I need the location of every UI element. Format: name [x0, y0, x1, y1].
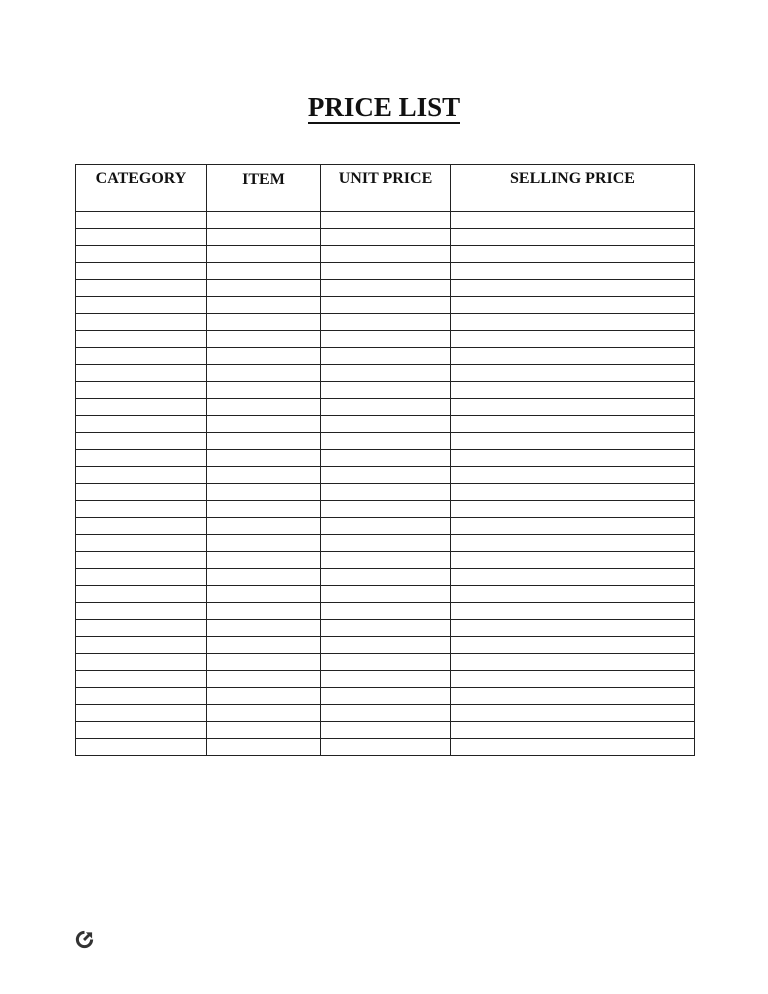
- table-cell-selling-price: [451, 416, 695, 433]
- price-list-table: [75, 164, 695, 756]
- table-cell-selling-price: [451, 229, 695, 246]
- table-cell-selling-price: [451, 603, 695, 620]
- table-cell-selling-price: [451, 450, 695, 467]
- table-cell-item: [207, 501, 321, 518]
- table-cell-unit-price: [321, 467, 451, 484]
- table-cell-category: [76, 586, 207, 603]
- table-cell-category: [76, 552, 207, 569]
- table-row: [76, 722, 695, 739]
- table-cell-item: [207, 348, 321, 365]
- table-cell-selling-price: [451, 552, 695, 569]
- table-cell-item: [207, 620, 321, 637]
- table-cell-selling-price: [451, 399, 695, 416]
- table-cell-item: [207, 518, 321, 535]
- table-cell-selling-price: [451, 348, 695, 365]
- table-cell-item: [207, 722, 321, 739]
- table-cell-category: [76, 416, 207, 433]
- table-cell-unit-price: [321, 518, 451, 535]
- table-cell-selling-price: [451, 620, 695, 637]
- table-cell-item: [207, 552, 321, 569]
- table-cell-item: [207, 399, 321, 416]
- table-cell-item: [207, 365, 321, 382]
- table-cell-item: [207, 637, 321, 654]
- table-row: [76, 518, 695, 535]
- table-cell-selling-price: [451, 637, 695, 654]
- table-cell-unit-price: [321, 688, 451, 705]
- table-row: [76, 382, 695, 399]
- table-cell-category: [76, 263, 207, 280]
- table-cell-item: [207, 705, 321, 722]
- table-cell-category: [76, 433, 207, 450]
- table-row: [76, 348, 695, 365]
- table-cell-category: [76, 484, 207, 501]
- table-cell-unit-price: [321, 586, 451, 603]
- table-row: [76, 433, 695, 450]
- table-row: [76, 586, 695, 603]
- table-cell-unit-price: [321, 212, 451, 229]
- table-cell-unit-price: [321, 722, 451, 739]
- table-cell-category: [76, 671, 207, 688]
- table-cell-category: [76, 722, 207, 739]
- table-cell-unit-price: [321, 263, 451, 280]
- table-cell-selling-price: [451, 671, 695, 688]
- brand-logo-icon: [75, 930, 94, 949]
- table-cell-category: [76, 569, 207, 586]
- table-cell-unit-price: [321, 348, 451, 365]
- table-cell-item: [207, 297, 321, 314]
- table-row: [76, 484, 695, 501]
- table-cell-item: [207, 212, 321, 229]
- table-row: [76, 229, 695, 246]
- table-cell-category: [76, 467, 207, 484]
- table-row: [76, 467, 695, 484]
- table-row: [76, 263, 695, 280]
- table-cell-selling-price: [451, 586, 695, 603]
- table-cell-unit-price: [321, 671, 451, 688]
- table-cell-selling-price: [451, 722, 695, 739]
- table-cell-category: [76, 535, 207, 552]
- table-cell-item: [207, 603, 321, 620]
- table-cell-category: [76, 739, 207, 756]
- table-cell-selling-price: [451, 246, 695, 263]
- table-cell-unit-price: [321, 433, 451, 450]
- table-row: [76, 569, 695, 586]
- table-cell-unit-price: [321, 620, 451, 637]
- table-cell-item: [207, 433, 321, 450]
- table-row: [76, 314, 695, 331]
- table-row: [76, 637, 695, 654]
- table-cell-item: [207, 535, 321, 552]
- table-row: [76, 212, 695, 229]
- table-cell-item: [207, 671, 321, 688]
- table-cell-selling-price: [451, 212, 695, 229]
- table-cell-unit-price: [321, 382, 451, 399]
- table-row: [76, 603, 695, 620]
- table-cell-item: [207, 314, 321, 331]
- table-row: [76, 671, 695, 688]
- table-cell-category: [76, 297, 207, 314]
- table-cell-category: [76, 365, 207, 382]
- table-cell-item: [207, 569, 321, 586]
- table-cell-item: [207, 263, 321, 280]
- table-cell-selling-price: [451, 382, 695, 399]
- table-cell-item: [207, 416, 321, 433]
- table-row: [76, 705, 695, 722]
- table-cell-unit-price: [321, 229, 451, 246]
- table-cell-category: [76, 399, 207, 416]
- header-item: ITEM: [207, 165, 321, 212]
- table-cell-category: [76, 688, 207, 705]
- table-cell-selling-price: [451, 654, 695, 671]
- table-cell-selling-price: [451, 705, 695, 722]
- table-cell-category: [76, 654, 207, 671]
- table-cell-category: [76, 705, 207, 722]
- table-cell-item: [207, 739, 321, 756]
- table-cell-selling-price: [451, 518, 695, 535]
- table-cell-selling-price: [451, 280, 695, 297]
- table-cell-selling-price: [451, 263, 695, 280]
- table-cell-selling-price: [451, 739, 695, 756]
- table-cell-category: [76, 246, 207, 263]
- table-cell-item: [207, 280, 321, 297]
- table-cell-category: [76, 450, 207, 467]
- table-cell-category: [76, 382, 207, 399]
- table-cell-unit-price: [321, 399, 451, 416]
- table-cell-unit-price: [321, 501, 451, 518]
- table-row: [76, 552, 695, 569]
- header-category: CATEGORY: [76, 165, 207, 212]
- table-cell-category: [76, 620, 207, 637]
- table-row: [76, 416, 695, 433]
- table-cell-category: [76, 348, 207, 365]
- table-cell-category: [76, 212, 207, 229]
- table-cell-selling-price: [451, 297, 695, 314]
- page-title: [0, 90, 768, 124]
- table-row: [76, 501, 695, 518]
- table-cell-category: [76, 229, 207, 246]
- table-cell-category: [76, 603, 207, 620]
- table-cell-selling-price: [451, 535, 695, 552]
- table-cell-unit-price: [321, 705, 451, 722]
- table-cell-unit-price: [321, 535, 451, 552]
- table-row: [76, 739, 695, 756]
- table-row: [76, 297, 695, 314]
- table-cell-unit-price: [321, 603, 451, 620]
- table-cell-unit-price: [321, 450, 451, 467]
- table-cell-unit-price: [321, 552, 451, 569]
- table-row: [76, 688, 695, 705]
- table-cell-selling-price: [451, 467, 695, 484]
- table-row: [76, 280, 695, 297]
- table-cell-category: [76, 518, 207, 535]
- table-cell-unit-price: [321, 416, 451, 433]
- table-cell-category: [76, 501, 207, 518]
- table-cell-category: [76, 331, 207, 348]
- table-cell-item: [207, 467, 321, 484]
- table-cell-unit-price: [321, 365, 451, 382]
- table-cell-item: [207, 246, 321, 263]
- table-row: [76, 331, 695, 348]
- table-cell-selling-price: [451, 331, 695, 348]
- table-cell-unit-price: [321, 314, 451, 331]
- table-cell-item: [207, 450, 321, 467]
- table-cell-unit-price: [321, 654, 451, 671]
- table-cell-category: [76, 314, 207, 331]
- table-cell-unit-price: [321, 331, 451, 348]
- table-row: [76, 399, 695, 416]
- table-body: [76, 212, 695, 756]
- table-cell-item: [207, 331, 321, 348]
- table-cell-selling-price: [451, 484, 695, 501]
- header-unit-price: UNIT PRICE: [321, 165, 451, 212]
- table-row: [76, 620, 695, 637]
- table-cell-item: [207, 484, 321, 501]
- header-selling-price: SELLING PRICE: [451, 165, 695, 212]
- table-cell-item: [207, 229, 321, 246]
- table-cell-selling-price: [451, 314, 695, 331]
- table-cell-selling-price: [451, 501, 695, 518]
- table-cell-unit-price: [321, 637, 451, 654]
- table-cell-unit-price: [321, 739, 451, 756]
- table-header-row: [76, 165, 695, 212]
- table-row: [76, 246, 695, 263]
- table-row: [76, 450, 695, 467]
- table-cell-unit-price: [321, 280, 451, 297]
- table-cell-selling-price: [451, 365, 695, 382]
- table-cell-unit-price: [321, 297, 451, 314]
- table-cell-selling-price: [451, 569, 695, 586]
- table-cell-selling-price: [451, 433, 695, 450]
- table-row: [76, 365, 695, 382]
- table-cell-unit-price: [321, 569, 451, 586]
- table-cell-item: [207, 688, 321, 705]
- table-cell-item: [207, 654, 321, 671]
- table-cell-unit-price: [321, 484, 451, 501]
- table-cell-unit-price: [321, 246, 451, 263]
- table-cell-item: [207, 382, 321, 399]
- table-cell-item: [207, 586, 321, 603]
- table-cell-category: [76, 637, 207, 654]
- table-row: [76, 654, 695, 671]
- page-title-text: PRICE LIST: [307, 92, 461, 122]
- table-cell-selling-price: [451, 688, 695, 705]
- table-row: [76, 535, 695, 552]
- table-cell-category: [76, 280, 207, 297]
